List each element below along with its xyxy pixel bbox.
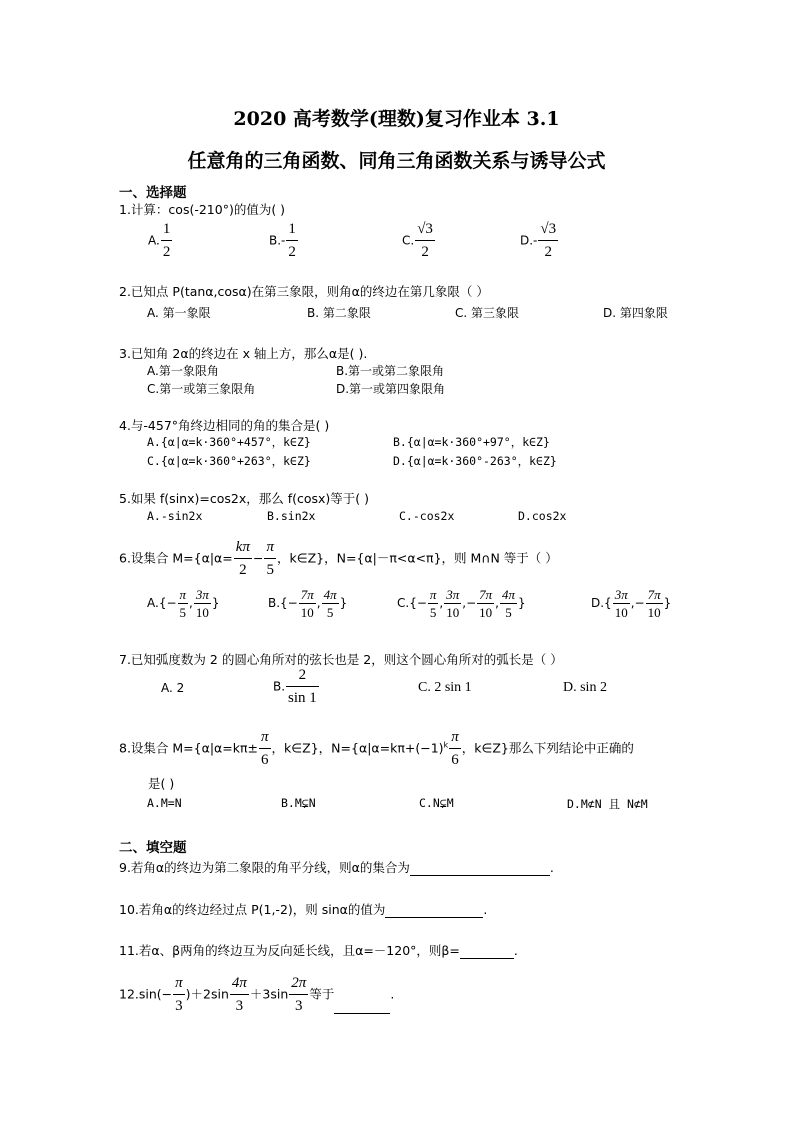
- question-5-stem: 5.如果 f(sinx)=cos2x，那么 f(cosx)等于( ): [119, 491, 370, 506]
- section-heading-fill: 二、填空题: [119, 840, 187, 856]
- section-heading-choice: 一、选择题: [119, 185, 187, 201]
- question-4-option-c: C.{α|α=k·360°+263°，k∈Z}: [147, 454, 311, 468]
- question-7-option-d: D. sin 2: [563, 680, 607, 695]
- question-7-option-a: A. 2: [161, 681, 185, 695]
- question-11: 11.若α、β两角的终边互为反向延长线，且α=－120°，则β= .: [119, 943, 518, 958]
- question-3-option-a: A.第一象限角: [147, 364, 219, 378]
- question-5-option-d: D.cos2x: [518, 509, 567, 523]
- question-1-option-c: C. $\frac{√3}{2}$: [402, 221, 433, 260]
- question-3-option-b: B.第一或第二象限角: [336, 364, 445, 378]
- question-3-stem: 3.已知角 2α的终边在 x 轴上方，那么α是( ).: [119, 346, 368, 361]
- question-7-option-b: B. $\frac{2}{\sin 1}$: [273, 667, 317, 706]
- question-9: 9.若角α的终边为第二象限的角平分线，则α的集合为 .: [119, 860, 554, 875]
- question-8-stem: 8.设集合 M={α|α=kπ± $\frac{\pi}{6}$ ，k∈Z}，$N=\{\alpha|\alpha=k\pi+(-1)^k$ $\frac{\pi}{6}$ ，k∈Z}那么下列结论中正确的: [119, 729, 634, 768]
- answer-blank[interactable]: [410, 861, 550, 876]
- question-7-stem: 7.已知弧度数为 2 的圆心角所对的弦长也是 2，则这个圆心角所对的弧长是（ ）: [119, 652, 563, 667]
- question-8-option-c: C.N⊊M: [419, 796, 454, 810]
- question-1-option-b: B.- $\frac{1}{2}$: [269, 221, 296, 260]
- answer-blank[interactable]: [385, 903, 483, 918]
- question-3-option-d: D.第一或第四象限角: [336, 382, 446, 396]
- question-8-stem-line2: 是( ): [148, 776, 175, 791]
- question-6-option-c: C.{− $\frac{\pi}{5}$ , $\frac{3\pi}{10}$ ,− $\frac{7\pi}{10}$ , $\frac{4\pi}{5}$ }: [397, 587, 526, 620]
- page-subtitle: 任意角的三角函数、同角三角函数关系与诱导公式: [187, 150, 606, 172]
- question-4-option-d: D.{α|α=k·360°-263°，k∈Z}: [393, 454, 557, 468]
- question-8-option-d: D.M⊄N 且 N⊄M: [567, 797, 648, 811]
- question-1-stem: 1.计算：cos(-210°)的值为( ): [119, 202, 286, 217]
- answer-blank[interactable]: [334, 999, 390, 1014]
- question-8-option-a: A.M=N: [147, 796, 182, 810]
- question-2-option-d: D. 第四象限: [603, 306, 668, 320]
- question-5-option-b: B.sin2x: [267, 509, 316, 523]
- question-6-option-a: A.{− $\frac{\pi}{5}$ , $\frac{3\pi}{10}$ }: [147, 587, 220, 620]
- question-1-option-d: D.- $\frac{√3}{2}$: [520, 221, 557, 260]
- question-7-option-c: C. 2 sin 1: [418, 680, 472, 695]
- question-5-option-c: C.-cos2x: [399, 509, 455, 523]
- question-4-option-b: B.{α|α=k·360°+97°，k∈Z}: [393, 435, 550, 449]
- question-4-stem: 4.与-457°角终边相同的角的集合是( ): [119, 418, 330, 433]
- question-6-option-b: B.{− $\frac{7\pi}{10}$ , $\frac{4\pi}{5}$ }: [268, 587, 348, 620]
- question-8-option-b: B.M⊊N: [281, 796, 316, 810]
- question-12: 12.sin(− $\frac{\pi}{3}$ )＋2sin $\frac{4\pi}{3}$ ＋3sin $\frac{2\pi}{3}$ 等于 .: [119, 975, 395, 1014]
- question-6-option-d: D.{ $\frac{3\pi}{10}$ ,− $\frac{7\pi}{10}$ }: [591, 587, 672, 620]
- question-1-option-a: A. $\frac{1}{2}$: [148, 221, 171, 260]
- question-6-stem: 6.设集合 M={α|α= $\frac{k\pi}{2}$ − $\frac{\pi}{5}$ ，k∈Z}，N={α|－π<α<π}，则 M∩N 等于（ ）: [119, 539, 558, 578]
- page-title: 2020 高考数学(理数)复习作业本 3.1: [233, 108, 560, 130]
- question-2-option-b: B. 第二象限: [307, 306, 371, 320]
- question-2-option-a: A. 第一象限: [147, 306, 211, 320]
- question-10: 10.若角α的终边经过点 P(1,-2)，则 sinα的值为 .: [119, 902, 488, 917]
- question-2-option-c: C. 第三象限: [455, 306, 520, 320]
- question-3-option-c: C.第一或第三象限角: [147, 382, 256, 396]
- question-4-option-a: A.{α|α=k·360°+457°，k∈Z}: [147, 435, 311, 449]
- question-5-option-a: A.-sin2x: [147, 509, 203, 523]
- answer-blank[interactable]: [460, 944, 514, 959]
- question-2-stem: 2.已知点 P(tanα,cosα)在第三象限，则角α的终边在第几象限（ ）: [119, 284, 489, 299]
